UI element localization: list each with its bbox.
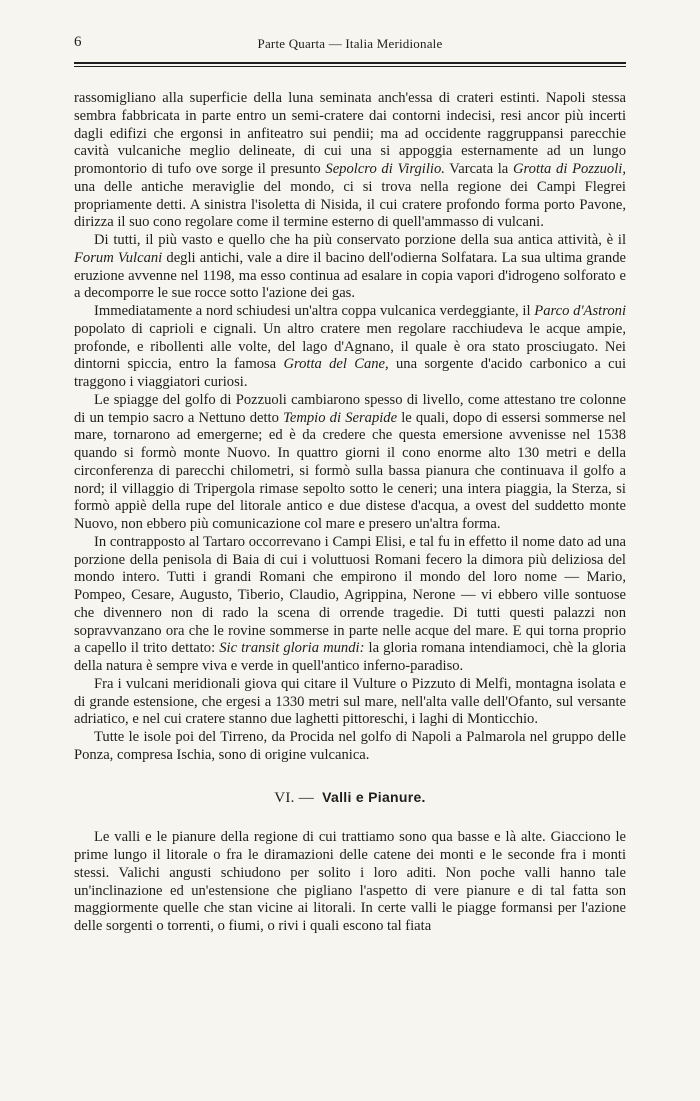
page-header (74, 32, 626, 54)
page-number: 6 (74, 34, 82, 50)
header-rule-thick (74, 62, 626, 64)
italic-term: Sic transit gloria mundi: (219, 640, 365, 657)
italic-term: Forum Vulcani (74, 249, 163, 266)
header-rule-thin (74, 66, 626, 67)
paragraph: Tutte le isole poi del Tirreno, da Procida nel golfo di Napoli a Palmarola nel gruppo delle Ponza, compresa Ischia, sono di origine vulcanica. (74, 729, 626, 763)
paragraph: Immediatamente a nord schiudesi un'altra coppa vulcanica verdeggiante, il Parco d'Astroni popolato di caprioli e cignali. Un altro cratere men regolare racchiudeva le acque ampie, profonde, e ribollenti alle volte, del lago d'Agnano, il quale è ora stato prosciugato. Nei dintorni spiccia, entro la famosa Grotta del Cane, una sorgente d'acido carbonico a cui traggono i viaggiatori curiosi. (74, 303, 626, 390)
paragraph: Le valli e le pianure della regione di cui trattiamo sono qua basse e là alte. Giacciono le prime lungo il litorale o fra le diramazioni delle catene dei monti e le seconde fra i monti stessi. Valichi angusti schiudono per solito i loro aditi. Non poche valli hanno tale un'inclinazione ed un'estensione che pigliano l'aspetto di vere pianure e di tal fatta son maggiormente quelle che stan vicine ai litorali. In certe valli le piagge formansi per l'azione delle sorgenti o torrenti, o fiumi, o rivi i quali escono tal fiata (74, 829, 626, 934)
section-heading (74, 789, 626, 808)
section-title: Valli e Pianure. (322, 788, 426, 805)
italic-term: Grotta del Cane, (283, 356, 389, 373)
paragraph: Fra i vulcani meridionali giova qui citare il Vulture o Pizzuto di Melfi, montagna isolata e di grande estensione, che ergesi a 1330 metri sul mare, nell'alta valle dell'Ofanto, sul versante adriatico, e nel cui cratere stanno due laghetti pittoreschi, i laghi di Monticchio. (74, 675, 626, 728)
section-paragraphs-container (74, 829, 626, 936)
paragraph: Di tutti, il più vasto e quello che ha più conservato porzione della sua antica attività, è il Forum Vulcani degli antichi, vale a dire il bacino dell'odierna Solfatara. La sua ultima grande eruzione avvenne nel 1198, ma esso continua ad esalare in copia vapori d'idrogeno solforato e a decomporre le sue rocce sotto l'azione dei gas. (74, 232, 626, 302)
paragraph: rassomigliano alla superficie della luna seminata anch'essa di crateri estinti. Napoli stessa sembra fabbricata in parte entro un semi-cratere dai contorni indecisi, resi ancor più incerti dagli edifizi che ergonsi in anfiteatro sui pendii; ma ad occidente raggruppansi parecchie cavità vulcaniche meglio delineate, di cui una si appoggia esternamente ad un lungo promontorio di tufo ove sorge il presunto Sepolcro di Virgilio. Varcata la Grotta di Pozzuoli, una delle antiche meraviglie del mondo, ci si trova nella regione dei Campi Flegrei propriamente detti. A sinistra l'isoletta di Nisida, il cui cratere profondo forma porto Pavone, dirizza il suo cono regolare come il termine esterno di quell'ammasso di vulcani. (74, 90, 626, 231)
italic-term: Tempio di Serapide (283, 409, 398, 426)
italic-term: Sepolcro di Virgilio. (325, 161, 445, 177)
body-text (74, 90, 626, 936)
paragraphs-container (74, 90, 626, 765)
italic-term: Grotta di Pozzuoli, (512, 161, 626, 177)
header-bar (74, 32, 626, 54)
running-head: Parte Quarta — Italia Meridionale (257, 36, 443, 51)
italic-term: Parco d'Astroni (534, 303, 626, 319)
paragraph: In contrapposto al Tartaro occorrevano i Campi Elisi, e tal fu in effetto il nome dato ad una porzione della penisola di Baia di cui i voluttuosi Romani fecero la dimora più deliziosa del mondo intero. Tutti i grandi Romani che empirono il mondo del loro nome — Mario, Pompeo, Cesare, Augusto, Tiberio, Claudio, Agrippina, Nerone — vi ebbero ville sontuose che divennero non di rado la scena di orrende tragedie. Di tutti questi palazzi non sopravvanzano ora che le rovine sommerse in parte nelle acque del mare. E qui torna proprio a capello il trito dettato: Sic transit gloria mundi: la gloria romana intendiamoci, chè la gloria della natura è sempre viva e verde in quell'antico inferno-paradiso. (74, 533, 626, 674)
paragraph: Le spiagge del golfo di Pozzuoli cambiarono spesso di livello, come attestano tre colonne di un tempio sacro a Nettuno detto Tempio di Serapide le quali, dopo di essersi sommerse nel mare, tornarono ad emergerne; ed è da credere che questa emersione avvenisse nel 1538 quando si formò monte Nuovo. In quattro giorni il cono enorme alto 130 metri e della circonferenza di parecchi chilometri, si formò sulla bassa pianura che continuava il golfo a nord; il villaggio di Tripergola rimase sepolto sotto le ceneri; una intera piaggia, la Sterza, si formò appiè della rupe del litorale antico e due distese d'acqua, a ovest del suddetto monte Nuovo, non ebbero più comunicazione col mare e presero un'altra forma. (74, 391, 627, 532)
section-number: VI. — (274, 789, 315, 806)
